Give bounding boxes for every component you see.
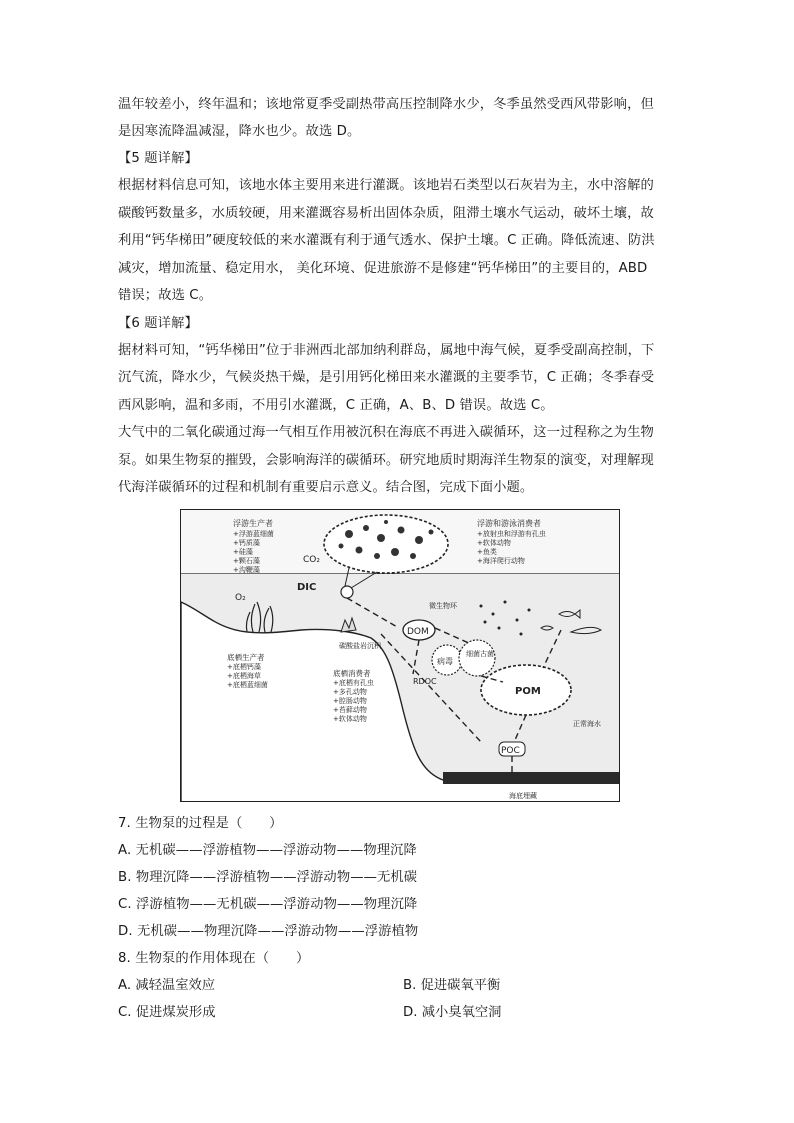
producer-item: +颗石藻: [233, 557, 260, 565]
producer-item: +硅藻: [233, 548, 253, 556]
text-line: 错误；故选 C。: [118, 288, 213, 303]
biological-pump-diagram: [180, 509, 620, 802]
consumer-item: +放射虫和浮游有孔虫: [477, 530, 546, 538]
benthic-consumer-item: +底栖有孔虫: [333, 679, 374, 687]
sediment-layer: [443, 772, 620, 784]
burial-label: 海底埋藏: [509, 792, 537, 800]
text-line: 减灾，增加流量、稳定用水， 美化环境、促进旅游不是修建“钙华梯田”的主要目的，ABD: [118, 261, 648, 276]
text-line: 碳酸钙数量多，水质较硬，用来灌溉容易析出固体杂质，阻滞土壤水气运动，破坏土壤，故: [118, 206, 654, 221]
question-8-stem: 8. 生物泵的作用体现在（ ）: [118, 951, 310, 966]
benthic-producer-item: +底栖蓝细菌: [227, 681, 268, 689]
question-7-option-d[interactable]: D. 无机碳——物理沉降——浮游动物——浮游植物: [118, 924, 419, 939]
section-heading-6: 【6 题详解】: [118, 316, 198, 331]
producer-item: +钙质藻: [233, 539, 260, 547]
question-7-option-b[interactable]: B. 物理沉降——浮游植物——浮游动物——无机碳: [118, 870, 418, 885]
o2-label: O₂: [235, 593, 246, 603]
question-7-option-a[interactable]: A. 无机碳——浮游植物——浮游动物——物理沉降: [118, 843, 417, 858]
question-8-option-c[interactable]: C. 促进煤炭形成: [118, 1005, 216, 1020]
text-line: 代海洋碳循环的过程和机制有重要启示意义。结合图，完成下面小题。: [118, 480, 534, 495]
section-heading-5: 【5 题详解】: [118, 151, 198, 166]
consumer-item: +软体动物: [477, 539, 511, 547]
rdoc-label: RDOC: [413, 677, 437, 686]
microbial-loop-label: 微生物环: [429, 602, 457, 610]
question-7-option-c[interactable]: C. 浮游植物——无机碳——浮游动物——物理沉降: [118, 897, 418, 912]
text-line: 根据材料信息可知，该地水体主要用来进行灌溉。该地岩石类型以石灰岩为主，水中溶解的: [118, 178, 654, 193]
consumers-title: 浮游和游泳消费者: [477, 519, 541, 528]
microbes-circle: [459, 640, 495, 676]
text-line: 西风影响，温和多雨，不用引水灌溉，C 正确，A、B、D 错误。故选 C。: [118, 398, 554, 413]
dom-label: DOM: [407, 627, 429, 637]
benthic-consumer-item: +腔肠动物: [333, 697, 367, 705]
producer-item: +沟鞭藻: [233, 566, 260, 574]
text-line: 利用“钙华梯田”硬度较低的来水灌溉有利于通气透水、保护土壤。C 正确。降低流速、防洪: [118, 233, 655, 248]
text-line: 泵。如果生物泵的摧毁，会影响海洋的碳循环。研究地质时期海洋生物泵的演变，对理解现: [118, 453, 654, 468]
consumer-item: +海洋爬行动物: [477, 557, 525, 565]
question-8-option-b[interactable]: B. 促进碳氧平衡: [403, 978, 501, 993]
benthic-producer-item: +底栖海草: [227, 672, 261, 680]
plankton-cell: [341, 586, 353, 598]
producer-item: +浮游蓝细菌: [233, 530, 274, 538]
microbes-label: 细菌古菌: [466, 650, 494, 658]
benthic-consumer-item: +苔藓动物: [333, 706, 367, 714]
text-line: 是因寒流降温减湿，降水也少。故选 D。: [118, 124, 361, 139]
normal-sea-label: 正常海水: [573, 720, 601, 728]
text-line: 大气中的二氧化碳通过海一气相互作用被沉积在海底不再进入碳循环，这一过程称之为生物: [118, 425, 654, 440]
poc-label: POC: [501, 746, 520, 756]
text-line: 沉气流，降水少，气候炎热干燥，是引用钙化梯田来水灌溉的主要季节，C 正确；冬季春受: [118, 370, 655, 385]
benthic-consumer-item: +软体动物: [333, 715, 367, 723]
producers-title: 浮游生产者: [233, 519, 273, 528]
text-line: 温年较差小，终年温和；该地常夏季受副热带高压控制降水少，冬季虽然受西风带影响，但: [118, 97, 654, 112]
benthic-consumer-item: +多孔动物: [333, 688, 367, 696]
carbonate-label: 碳酸盐岩沉积: [339, 642, 381, 650]
question-7-stem: 7. 生物泵的过程是（ ）: [118, 816, 283, 831]
diagram-canvas: [181, 510, 620, 802]
text-line: 据材料可知，“钙华梯田”位于非洲西北部加纳利群岛，属地中海气候，夏季受副高控制，下: [118, 343, 655, 358]
question-8-option-a[interactable]: A. 减轻温室效应: [118, 978, 216, 993]
co2-label: CO₂: [303, 555, 320, 565]
question-8-option-d[interactable]: D. 减小臭氧空洞: [403, 1005, 502, 1020]
consumer-item: +鱼类: [477, 548, 497, 556]
pom-label: POM: [515, 686, 541, 697]
benthic-producers-title: 底栖生产者: [227, 653, 265, 662]
virus-label: 病毒: [437, 657, 453, 666]
benthic-producer-item: +底栖钙藻: [227, 663, 261, 671]
benthic-consumers-title: 底栖消费者: [333, 669, 371, 678]
dic-label: DIC: [297, 582, 317, 593]
